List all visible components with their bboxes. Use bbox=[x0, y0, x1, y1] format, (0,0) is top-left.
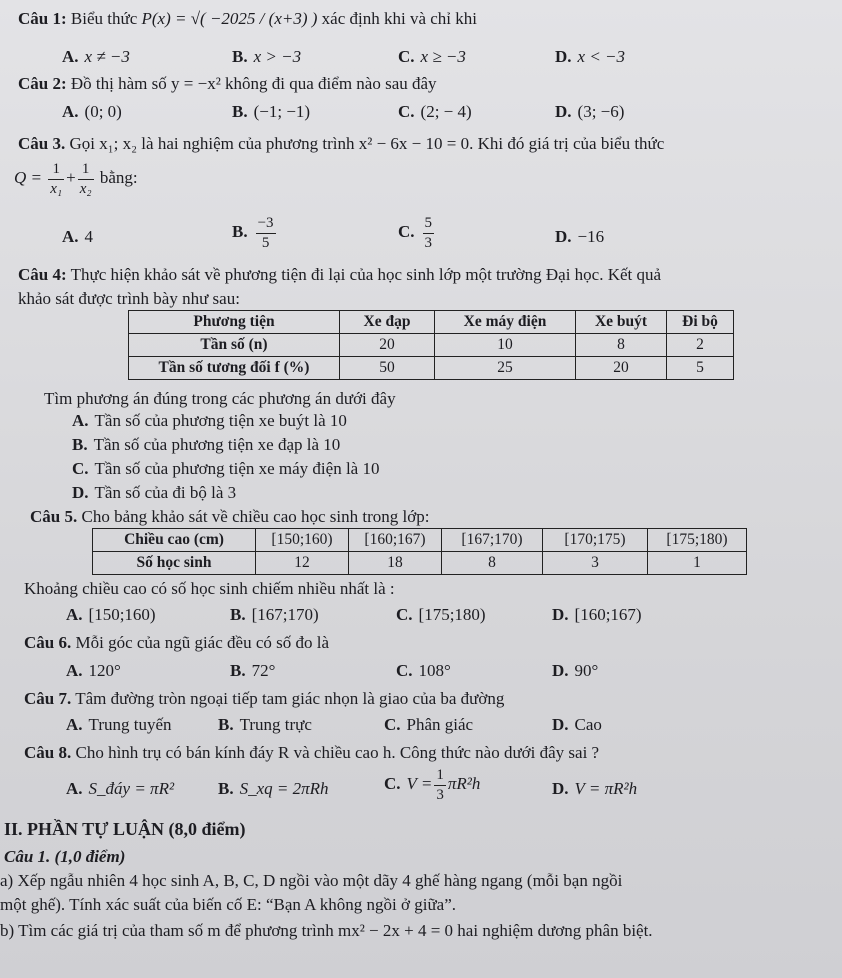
q1-title: Câu 1: bbox=[18, 9, 67, 28]
q6-text: Mỗi góc của ngũ giác đều có số đo là bbox=[75, 633, 329, 652]
q6-option-c[interactable]: C. 108° bbox=[396, 661, 451, 680]
q3-expression: Q = $\frac{1}{\text{x₁}}$ + $\frac{1}{\text{x₂}}$ bằng: bbox=[14, 161, 138, 197]
question-8 bbox=[24, 742, 599, 763]
q6-option-d[interactable]: D. 90° bbox=[552, 661, 599, 680]
q1-text-b: xác định khi và chỉ khi bbox=[321, 9, 477, 28]
q6-option-b[interactable]: B. 72° bbox=[230, 661, 276, 680]
q8-option-b[interactable]: B. S_xq = 2πRh bbox=[218, 779, 329, 798]
q1-option-b[interactable]: B. x > −3 bbox=[232, 47, 302, 66]
q7-option-b[interactable]: B. Trung trực bbox=[218, 715, 312, 734]
q5-prompt: Khoảng chiều cao có số học sinh chiếm nhiều nhất là : bbox=[24, 579, 395, 598]
q4-option-b[interactable]: B. Tần số của phương tiện xe đạp là 10 bbox=[72, 435, 341, 454]
q3-text: Gọi x₁; x₂ là hai nghiệm của phương trình x² − 6x − 10 = 0. Khi đó giá trị của biểu thức bbox=[69, 134, 665, 153]
q4-line-2: khảo sát được trình bày như sau: bbox=[18, 289, 240, 308]
q8-option-a[interactable]: A. S_đáy = πR² bbox=[66, 779, 175, 798]
q8-option-c[interactable]: C. V = $\frac{1}{3}$ πR²h bbox=[384, 767, 481, 803]
q8-text: Cho hình trụ có bán kính đáy R và chiều cao h. Công thức nào dưới đây sai ? bbox=[75, 743, 600, 762]
table-row: Tần số tương đối f (%) 50 25 20 5 bbox=[129, 357, 734, 380]
part-2-a-line-2: một ghế). Tính xác suất của biến cố E: “Bạn A không ngồi ở giữa”. bbox=[0, 895, 457, 914]
question-5 bbox=[30, 506, 429, 527]
table-row: Phương tiện Xe đạp Xe máy điện Xe buýt Đi bộ bbox=[129, 311, 734, 334]
q3-title: Câu 3. bbox=[18, 134, 66, 153]
q4-prompt: Tìm phương án đúng trong các phương án dưới đây bbox=[44, 389, 396, 408]
q3-option-b[interactable]: B. $\frac{-3}{5}$ bbox=[232, 215, 274, 251]
question-1 bbox=[18, 8, 477, 29]
part-2-b-line-1: b) Tìm các giá trị của tham số m để phương trình mx² − 2x + 4 = 0 hai nghiệm dương phân biệt. bbox=[0, 921, 653, 940]
q2-option-b[interactable]: B. (−1; −1) bbox=[232, 102, 311, 121]
table-row: Chiều cao (cm) [150;160) [160;167) [167;170) [170;175) [175;180) bbox=[93, 529, 747, 552]
q6-title: Câu 6. bbox=[24, 633, 72, 652]
table-row: Số học sinh 12 18 8 3 1 bbox=[93, 552, 747, 575]
question-6 bbox=[24, 632, 329, 653]
q4-option-d[interactable]: D. Tần số của đi bộ là 3 bbox=[72, 483, 237, 502]
q7-option-c[interactable]: C. Phân giác bbox=[384, 715, 474, 734]
q5-table bbox=[92, 528, 747, 575]
question-3 bbox=[18, 133, 664, 154]
q1-text-a: Biểu thức bbox=[70, 9, 142, 28]
q2-option-c[interactable]: C. (2; − 4) bbox=[398, 102, 472, 121]
q3-option-a[interactable]: A. 4 bbox=[62, 227, 94, 246]
q3-frac-1: $\frac{1}{\text{x₁}}$ bbox=[50, 161, 63, 197]
q5-text: Cho bảng khảo sát về chiều cao học sinh trong lớp: bbox=[81, 507, 430, 526]
q1-option-a[interactable]: A. x ≠ −3 bbox=[62, 47, 130, 66]
q5-option-a[interactable]: A. [150;160) bbox=[66, 605, 156, 624]
q4-line-1: Thực hiện khảo sát về phương tiện đi lại của học sinh lớp một trường Đại học. Kết quả bbox=[70, 265, 662, 284]
q3-frac-2: $\frac{1}{\text{x₂}}$ bbox=[79, 161, 92, 197]
q3-option-c[interactable]: C. $\frac{5}{3}$ bbox=[398, 215, 433, 251]
q6-option-a[interactable]: A. 120° bbox=[66, 661, 121, 680]
q7-text: Tâm đường tròn ngoại tiếp tam giác nhọn là giao của ba đường bbox=[75, 689, 505, 708]
q7-option-a[interactable]: A. Trung tuyến bbox=[66, 715, 172, 734]
q4-option-c[interactable]: C. Tần số của phương tiện xe máy điện là 10 bbox=[72, 459, 380, 478]
q5-title: Câu 5. bbox=[30, 507, 78, 526]
q1-expression: P(x) = √( −2025 / (x+3) ) bbox=[141, 9, 318, 28]
part-2-a-line-1: a) Xếp ngẫu nhiên 4 học sinh A, B, C, D ngồi vào một dãy 4 ghế hàng ngang (mỗi bạn ngồi bbox=[0, 871, 623, 890]
q7-option-d[interactable]: D. Cao bbox=[552, 715, 602, 734]
q2-option-d[interactable]: D. (3; −6) bbox=[555, 102, 625, 121]
q2-title: Câu 2: bbox=[18, 74, 67, 93]
q5-option-b[interactable]: B. [167;170) bbox=[230, 605, 319, 624]
question-4 bbox=[18, 264, 661, 285]
q8-option-d[interactable]: D. V = πR²h bbox=[552, 779, 638, 798]
q5-option-c[interactable]: C. [175;180) bbox=[396, 605, 486, 624]
q4-table bbox=[128, 310, 734, 380]
q8-title: Câu 8. bbox=[24, 743, 72, 762]
q1-option-d[interactable]: D. x < −3 bbox=[555, 47, 626, 66]
q2-option-a[interactable]: A. (0; 0) bbox=[62, 102, 122, 121]
question-7 bbox=[24, 688, 504, 709]
question-2 bbox=[18, 73, 437, 94]
part-2-title: II. PHẦN TỰ LUẬN (8,0 điểm) bbox=[4, 819, 246, 839]
q3-option-d[interactable]: D. −16 bbox=[555, 227, 605, 246]
table-row: Tần số (n) 20 10 8 2 bbox=[129, 334, 734, 357]
q4-title: Câu 4: bbox=[18, 265, 67, 284]
q4-option-a[interactable]: A. Tần số của phương tiện xe buýt là 10 bbox=[72, 411, 347, 430]
part-2-question-1: Câu 1. (1,0 điểm) bbox=[4, 847, 126, 866]
q7-title: Câu 7. bbox=[24, 689, 72, 708]
q2-text: Đồ thị hàm số y = −x² không đi qua điểm nào sau đây bbox=[70, 74, 437, 93]
q1-option-c[interactable]: C. x ≥ −3 bbox=[398, 47, 466, 66]
q5-option-d[interactable]: D. [160;167) bbox=[552, 605, 642, 624]
